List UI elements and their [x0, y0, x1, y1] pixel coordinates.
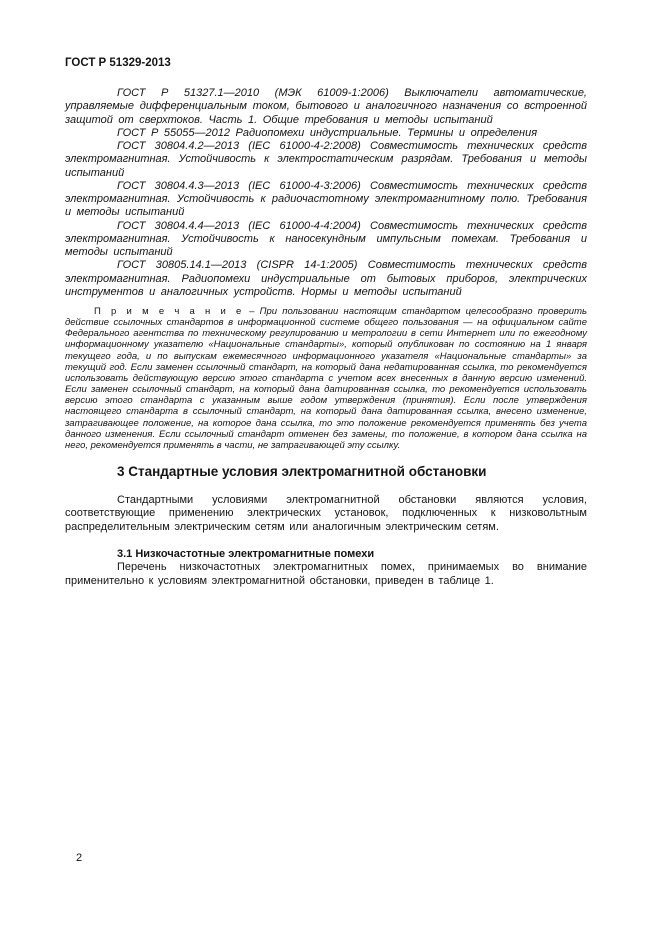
page-number: 2	[76, 852, 83, 864]
reference-item: ГОСТ Р 55055—2012 Радиопомехи индустриальные. Термины и определения	[117, 126, 538, 139]
section-3-paragraph: Стандартными условиями электромагнитной обстановки являются условия, соответствующие применению электрических установок, подключенных к низковольтным распределительным электрическим сетям или аналогичным электрическим сетям.	[65, 494, 587, 533]
document-header: ГОСТ Р 51329-2013	[65, 57, 171, 69]
normative-references-list	[65, 87, 587, 299]
section-3-1-heading: 3.1 Низкочастотные электромагнитные помехи	[117, 547, 375, 560]
reference-item: ГОСТ 30805.14.1—2013 (CISPR 14-1:2005) Совместимость технических средств электромагнитная. Радиопомехи индустриальные от бытовых приборов, электрических инструментов и аналогичных устройств. Нормы и методы испытаний	[65, 259, 587, 298]
note-block	[65, 306, 587, 451]
reference-item: ГОСТ 30804.4.4—2013 (IEC 61000-4-4:2004) Совместимость технических средств электромагнитная. Устойчивость к наносекундным импульсным помехам. Требования и методы испытаний	[65, 219, 587, 258]
reference-item: ГОСТ 30804.4.2—2013 (IEC 61000-4-2:2008) Совместимость технических средств электромагнитная. Устойчивость к электростатическим разрядам. Требования и методы испытаний	[65, 140, 587, 179]
section-3-heading: 3 Стандартные условия электромагнитной обстановки	[117, 464, 487, 480]
section-3-1-paragraph: Перечень низкочастотных электромагнитных помех, принимаемых во внимание применительно к условиям электромагнитной обстановки, приведен в таблице 1.	[65, 561, 587, 587]
reference-item: ГОСТ Р 51327.1—2010 (МЭК 61009-1:2006) Выключатели автоматические, управляемые дифференциальным током, бытового и аналогичного назначения со встроенной защитой от сверхтоков. Часть 1. Общие требования и методы испытаний	[65, 87, 587, 126]
reference-item: ГОСТ 30804.4.3—2013 (IEC 61000-4-3:2006) Совместимость технических средств электромагнитная. Устойчивость к радиочастотному электромагнитному полю. Требования и методы испытаний	[65, 179, 587, 219]
note-label: П р и м е ч а н и е	[94, 306, 244, 317]
note-text: – При пользовании настоящим стандартом целесообразно проверить действие ссылочных стандартов в информационной системе общего пользования — на официальном сайте Федерального агентства по техническому регулированию и метрологии в сети Интернет или по ежегодному информационному указателю «Национальные стандарты», который опубликован по состоянию на 1 января текущего года, и по выпускам ежемесячного информационного указателя «Национальные стандарты» за текущий год. Если заменен ссылочный стандарт, на который дана недатированная ссылка, то рекомендуется использовать действующую версию этого стандарта с учетом всех внесенных в данную версию изменений. Если заменен ссылочный стандарт, на который дана датированная ссылка, то рекомендуется использовать версию этого стандарта с указанным выше годом утверждения (принятия). Если после утверждения настоящего стандарта в ссылочный стандарт, на который дана датированная ссылка, внесено изменение, затрагивающее положение, на которое дана ссылка, то это положение рекомендуется применять без учета данного изменения. Если ссылочный стандарт отменен без замены, то положение, в котором дана ссылка на него, рекомендуется применять в части, не затрагивающей эту ссылку.	[65, 306, 588, 451]
page-content	[65, 56, 587, 588]
